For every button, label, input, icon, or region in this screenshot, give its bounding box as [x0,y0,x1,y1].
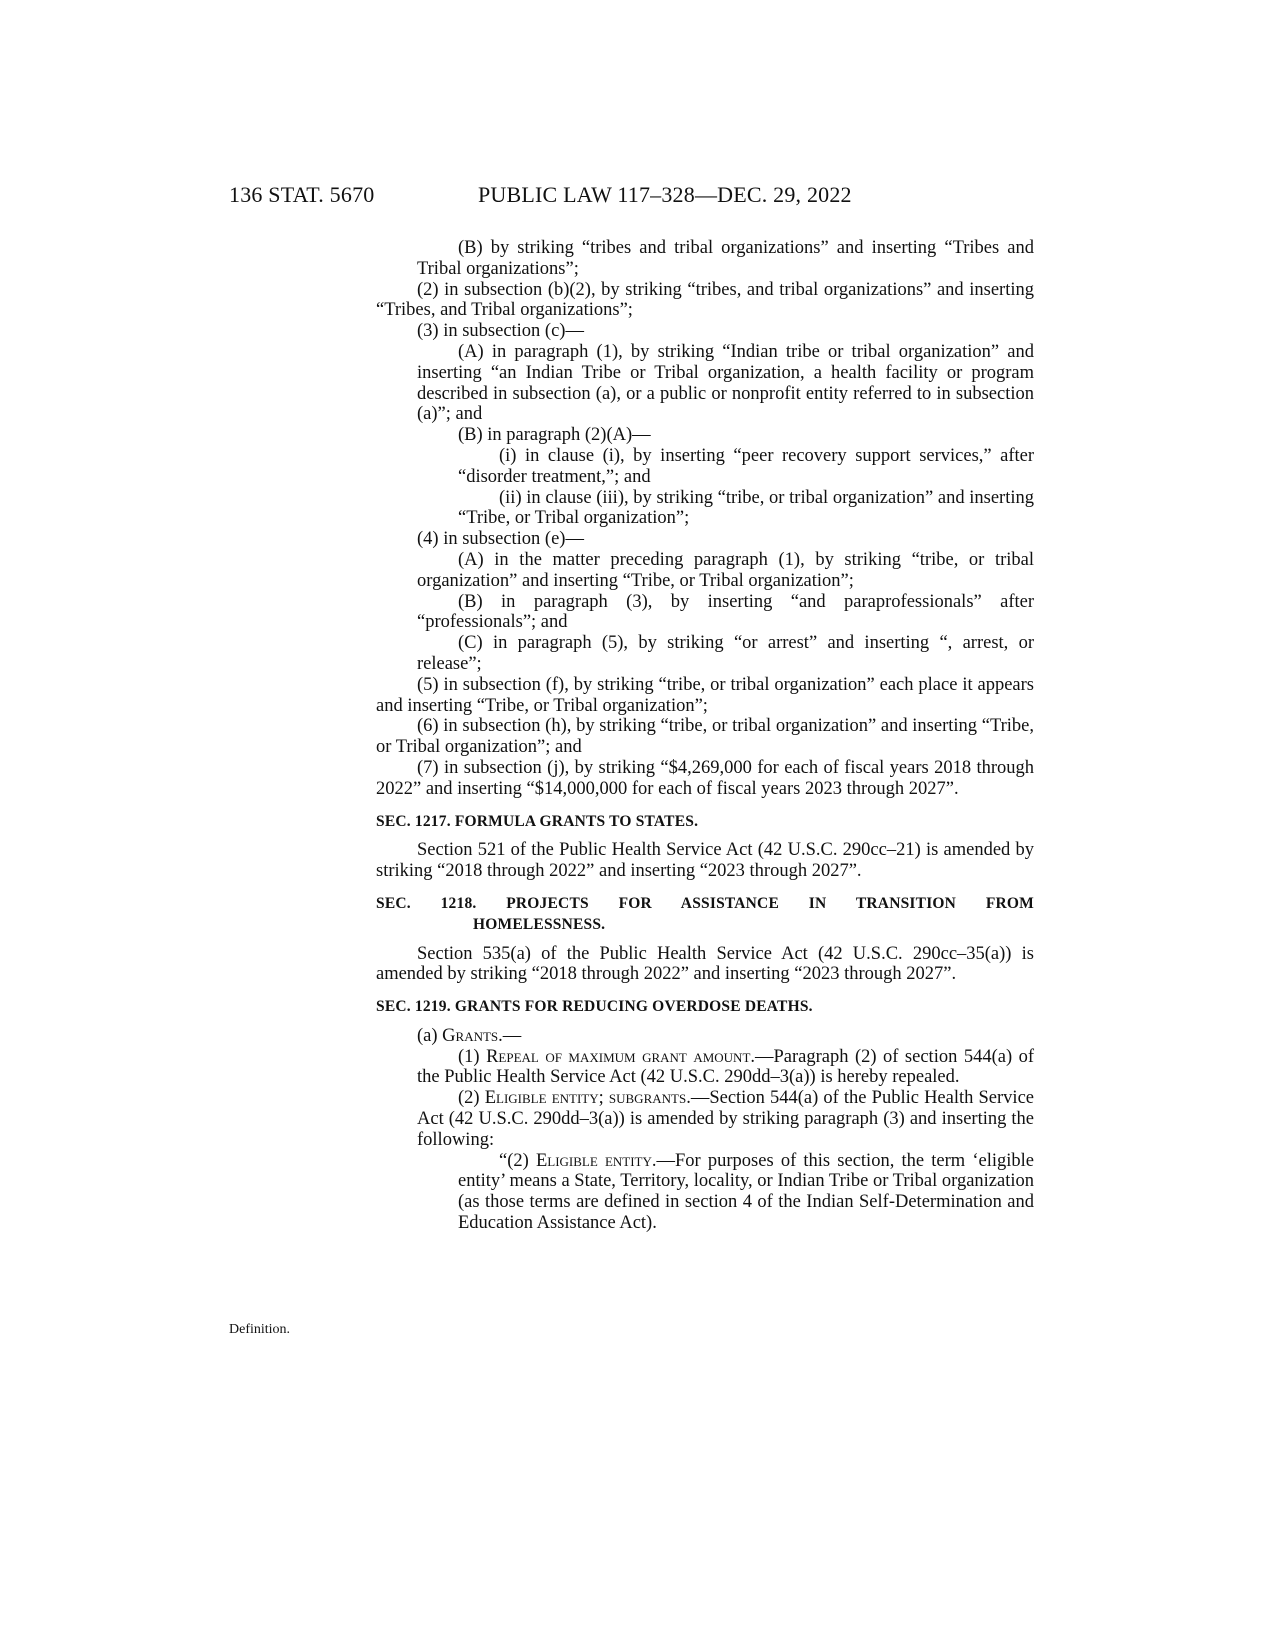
para-2-text: .—Section 544(a) of the Public Health Service Act (42 U.S.C. 290dd–3(a)) is amended by striking paragraph (3) and inserting the following: [417,1088,1034,1150]
margin-note-definition: Definition. [229,1322,291,1337]
section-1218-text: Section 535(a) of the Public Health Service Act (42 U.S.C. 290cc–35(a)) is amended by striking “2018 through 2022” and inserting “2023 through 2027”. [376,943,1034,985]
para-2-number: (2) [458,1088,485,1109]
para-3b-ii: (ii) in clause (iii), by striking “tribe, or tribal organization” and inserting “Tribe, or Tribal organization”; [458,487,1034,529]
para-4-subsection-e: (4) in subsection (e)— [417,529,584,550]
para-1-title: Repeal of maximum grant amount [486,1046,751,1067]
quoted-para-text: .—For purposes of this section, the term ‘eligible entity’ means a State, Territory, locality, or Indian Tribe or Tribal organization (as those terms are defined in section 4 of the Indian Self-Determination and Education Assistance Act). [458,1150,1034,1234]
para-6-subsection-h: (6) in subsection (h), by striking “tribe, or tribal organization” and inserting “Tribe, or Tribal organization”; and [376,716,1034,758]
para-3b: (B) in paragraph (2)(A)— [458,425,651,446]
section-1217-text: Section 521 of the Public Health Service Act (42 U.S.C. 290cc–21) is amended by striking “2018 through 2022” and inserting “2023 through 2027”. [376,840,1034,882]
para-b-tribes: (B) by striking “tribes and tribal organizations” and inserting “Tribes and Tribal organizations”; [417,238,1034,279]
para-2-subsection-b2: (2) in subsection (b)(2), by striking “tribes, and tribal organizations” and inserting “Tribes, and Tribal organizations”; [376,279,1034,321]
statute-page-number: 136 STAT. 5670 [229,182,375,207]
para-7-subsection-j: (7) in subsection (j), by striking “$4,269,000 for each of fiscal years 2018 through 2022” and inserting “$14,000,000 for each of fiscal years 2023 through 2027”. [376,757,1034,799]
para-3b-i: (i) in clause (i), by inserting “peer recovery support services,” after “disorder treatment,”; and [458,445,1034,487]
section-1217-heading: SEC. 1217. FORMULA GRANTS TO STATES. [376,812,699,830]
para-3a: (A) in paragraph (1), by striking “Indian tribe or tribal organization” and inserting “an Indian Tribe or Tribal organization, a health facility or program described in subsection (a), or a public or nonprofit entity referred to in subsection (a)”; and [417,341,1034,425]
public-law-title: PUBLIC LAW 117–328—DEC. 29, 2022 [478,182,852,207]
para-4b: (B) in paragraph (3), by inserting “and paraprofessionals” after “professionals”; and [417,591,1034,633]
quoted-para-title: Eligible entity [535,1150,652,1171]
para-3-subsection-c: (3) in subsection (c)— [417,321,584,342]
page-header [0,180,1275,220]
quoted-para-number: “(2) [499,1150,536,1171]
section-1219-subsection-a [376,1026,1034,1047]
section-1218-heading-line1: SEC. 1218. PROJECTS FOR ASSISTANCE IN TRANSITION FROM [376,894,1034,912]
subsection-a-dash: .— [498,1025,522,1046]
section-1218-heading [376,894,1034,936]
subsection-a-label: (a) [417,1025,443,1046]
section-1219-para-1 [376,1047,1034,1089]
para-1-number: (1) [458,1046,487,1067]
section-1219-para-2 [376,1088,1034,1150]
para-5-subsection-f: (5) in subsection (f), by striking “tribe, or tribal organization” each place it appears and inserting “Tribe, or Tribal organization”; [376,674,1034,716]
subsection-a-title: Grants [442,1025,499,1046]
section-1219-heading: SEC. 1219. GRANTS FOR REDUCING OVERDOSE DEATHS. [376,998,813,1016]
para-2-title: Eligible entity; subgrants [484,1088,687,1109]
para-1-text: .—Paragraph (2) of section 544(a) of the Public Health Service Act (42 U.S.C. 290dd–3(a)) is hereby repealed. [417,1046,1034,1088]
document-body [376,238,1034,1234]
para-4a: (A) in the matter preceding paragraph (1), by striking “tribe, or tribal organization” and inserting “Tribe, or Tribal organization”; [417,549,1034,591]
section-1218-heading-line2: HOMELESSNESS. [473,915,606,933]
section-1219-quoted-para-2 [376,1151,1034,1234]
para-4c: (C) in paragraph (5), by striking “or arrest” and inserting “, arrest, or release”; [417,633,1034,674]
